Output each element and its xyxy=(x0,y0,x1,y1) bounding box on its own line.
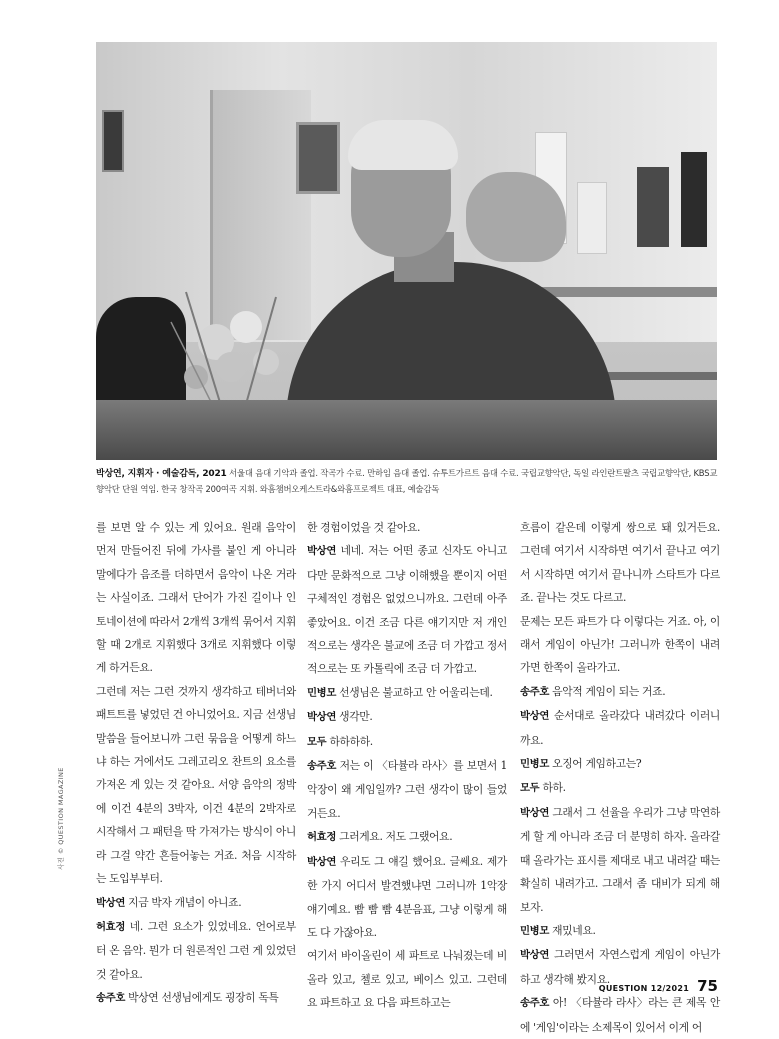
paragraph xyxy=(520,776,720,800)
paragraph xyxy=(96,915,296,986)
speaker-name: 박상연 xyxy=(307,545,337,558)
paragraph-text: 여기서 바이올린이 세 파트로 나눠졌는데 비올라 있고, 첼로 있고, 베이스 있고. 그런데 요 파트하고 요 다음 파트하고는 xyxy=(307,949,507,1010)
paragraph xyxy=(520,801,720,919)
paragraph xyxy=(520,704,720,752)
photo-person-hair xyxy=(348,120,458,170)
paragraph xyxy=(307,754,507,825)
speaker-name: 송주호 xyxy=(520,685,550,698)
paragraph xyxy=(307,539,507,680)
paragraph xyxy=(96,516,296,680)
interview-photo xyxy=(96,42,717,460)
paragraph xyxy=(520,680,720,704)
speaker-name: 송주호 xyxy=(520,997,550,1010)
photo-caption xyxy=(96,466,721,496)
page-number: 75 xyxy=(697,977,718,995)
paragraph-text: 한 경험이었을 것 같아요. xyxy=(307,521,421,534)
photo-wall-frame xyxy=(296,122,340,194)
paragraph-text: 순서대로 올라갔다 내려갔다 이러니까요. xyxy=(520,709,720,747)
paragraph-text: 네. 그런 요소가 있었네요. 언어로부터 온 음악. 뭔가 더 원론적인 그런 게 있었던 것 같아요. xyxy=(96,919,296,981)
paragraph-text: 흐름이 같은데 이렇게 쌍으로 돼 있거든요. 그런데 여기서 시작하면 여기서 끝나고 여기서 시작하면 여기서 끝나니까 스타트가 다르죠. 끝나는 것도 다르고. xyxy=(520,521,720,605)
speaker-name: 박상연 xyxy=(520,949,550,962)
speaker-name: 송주호 xyxy=(307,760,337,773)
speaker-name: 박상연 xyxy=(96,896,126,909)
paragraph-text: 하하하하. xyxy=(326,734,373,748)
text-column-3 xyxy=(520,516,720,1039)
paragraph xyxy=(520,752,720,776)
page-footer xyxy=(599,977,718,995)
text-column-1 xyxy=(96,516,296,1011)
paragraph-text: 그래서 그 선율을 우리가 그냥 막연하게 할 게 아니라 조금 더 분명히 하자. 올라갈 때 올라가는 표시를 제대로 내고 내려갈 때는 확실히 내려가고. 그래서 좀 대비가 되게 해보자. xyxy=(520,805,720,914)
paragraph xyxy=(520,610,720,680)
caption-name: 박상연, 지휘자 · 예술감독, 2021 xyxy=(96,469,227,479)
paragraph xyxy=(307,944,507,1014)
speaker-name: 박상연 xyxy=(307,711,337,724)
photo-credit: 사진 © QUESTION MAGAZINE xyxy=(57,767,65,870)
caption-text: 서울대 음대 기악과 졸업. 작곡가 수료. 만하임 음대 졸업. 슈투트가르트 음대 수료. 국립교향악단, 독일 라인란트팔츠 국립교향악단, KBS교향악단 단원 역임. 한국 창작곡 200여곡 지휘. 와흠챔버오케스트라&와흠프로젝트 대표, 예술감독 xyxy=(96,468,718,494)
paragraph-text: 선생님은 불교하고 안 어울리는데. xyxy=(336,685,493,699)
paragraph-text: 생각만. xyxy=(336,710,373,724)
paragraph-text: 저는 이 〈타뷸라 라사〉를 보면서 1악장이 왜 게임일까? 그런 생각이 많이 들었거든요. xyxy=(307,759,507,820)
paragraph-text: 음악적 게임이 되는 거죠. xyxy=(549,684,666,698)
paragraph-text: 우리도 그 얘길 했어요. 글쎄요. 제가 한 가지 어디서 발견했냐면 그러니까 1악장 얘기예요. 빰 빰 빰 4분음표, 그냥 이렇게 해도 다 가잖아요. xyxy=(307,854,507,939)
paragraph-text: 그런데 저는 그런 것까지 생각하고 테버너와 패트트를 넣었던 건 아니었어요. 지금 선생님 말씀을 들어보니까 그런 묶음을 어떻게 하느냐 하는 거에서도 그레고리오 찬트의 요소를 가져온 게 있는 것 같아요. 서양 음악의 정박에 이건 4분의 3박자, 이건 4분의 2박자로 시작해서 그 패턴을 딱 가져가는 방식이 아니라 그걸 약간 흔들어놓는 거죠. 처음 시작하는 도입부부터. xyxy=(96,684,296,886)
paragraph-text: 그러면서 자연스럽게 게임이 아닌가 하고 생각해 봤지요. xyxy=(520,948,720,986)
photo-sculpture xyxy=(577,182,607,254)
paragraph-text: 아! 〈타뷸라 라사〉라는 큰 제목 안에 '게임'이라는 소제목이 있어서 이게 어 xyxy=(520,996,720,1034)
paragraph-text: 박상연 선생님에게도 굉장히 독특 xyxy=(125,991,279,1005)
paragraph xyxy=(96,891,296,915)
speaker-name: 박상연 xyxy=(520,710,550,723)
paragraph xyxy=(96,680,296,891)
paragraph xyxy=(520,991,720,1039)
photo-sculpture xyxy=(681,152,707,247)
paragraph xyxy=(307,850,507,945)
paragraph xyxy=(307,516,507,539)
paragraph-text: 를 보면 알 수 있는 게 있어요. 원래 음악이 먼저 만들어진 뒤에 가사를 붙인 게 아니라 말에다가 음조를 더하면서 음악이 나온 거라는 사실이죠. 그래서 단어가 가진 길이나 인토네이션에 따라서 2개씩 3개씩 묶어서 지휘할 때 2개로 지휘했다 3개로 지휘했다 이렇게 하거든요. xyxy=(96,521,296,675)
paragraph xyxy=(520,516,720,610)
paragraph xyxy=(96,986,296,1010)
photo-table xyxy=(96,400,717,460)
paragraph-text: 하하. xyxy=(539,781,566,795)
paragraph xyxy=(307,825,507,849)
paragraph xyxy=(520,919,720,943)
paragraph-text: 네네. 저는 어떤 종교 신자도 아니고 다만 문화적으로 그냥 이해했을 뿐이지 어떤 구체적인 경험은 없었으니까요. 그런데 아주 좋았어요. 이건 조금 다른 얘기지만 저 개인적으로는 생각은 불교에 조금 더 가깝고 정서적으로는 또 카톨릭에 조금 더 가깝고. xyxy=(307,544,507,676)
speaker-name: 송주호 xyxy=(96,992,126,1005)
paragraph-text: 그러게요. 저도 그랬어요. xyxy=(336,830,453,844)
paragraph xyxy=(307,705,507,729)
paragraph-text: 지금 박자 개념이 아니죠. xyxy=(125,895,242,909)
speaker-name: 민병모 xyxy=(520,924,550,937)
speaker-name: 모두 xyxy=(520,782,540,795)
paragraph-text: 재밌네요. xyxy=(549,923,596,937)
speaker-name: 박상연 xyxy=(520,806,550,819)
paragraph-text: 오징어 게임하고는? xyxy=(549,757,642,771)
photo-shelf xyxy=(527,287,717,297)
paragraph xyxy=(307,681,507,705)
speaker-name: 허효정 xyxy=(96,920,126,933)
paragraph-text: 문제는 모든 파트가 다 이렇다는 거죠. 아, 이래서 게임이 아닌가! 그러니까 한쪽이 내려가면 한쪽이 올라가고. xyxy=(520,614,720,675)
speaker-name: 모두 xyxy=(307,735,327,748)
speaker-name: 박상연 xyxy=(307,855,337,868)
speaker-name: 민병모 xyxy=(520,758,550,771)
text-column-2 xyxy=(307,516,507,1015)
photo-person-hand xyxy=(466,172,566,262)
photo-sculpture xyxy=(637,167,669,247)
speaker-name: 허효정 xyxy=(307,831,337,844)
photo-wall-frame xyxy=(102,110,124,172)
speaker-name: 민병모 xyxy=(307,686,337,699)
magazine-issue: QUESTION 12/2021 xyxy=(598,984,690,993)
paragraph xyxy=(307,730,507,754)
